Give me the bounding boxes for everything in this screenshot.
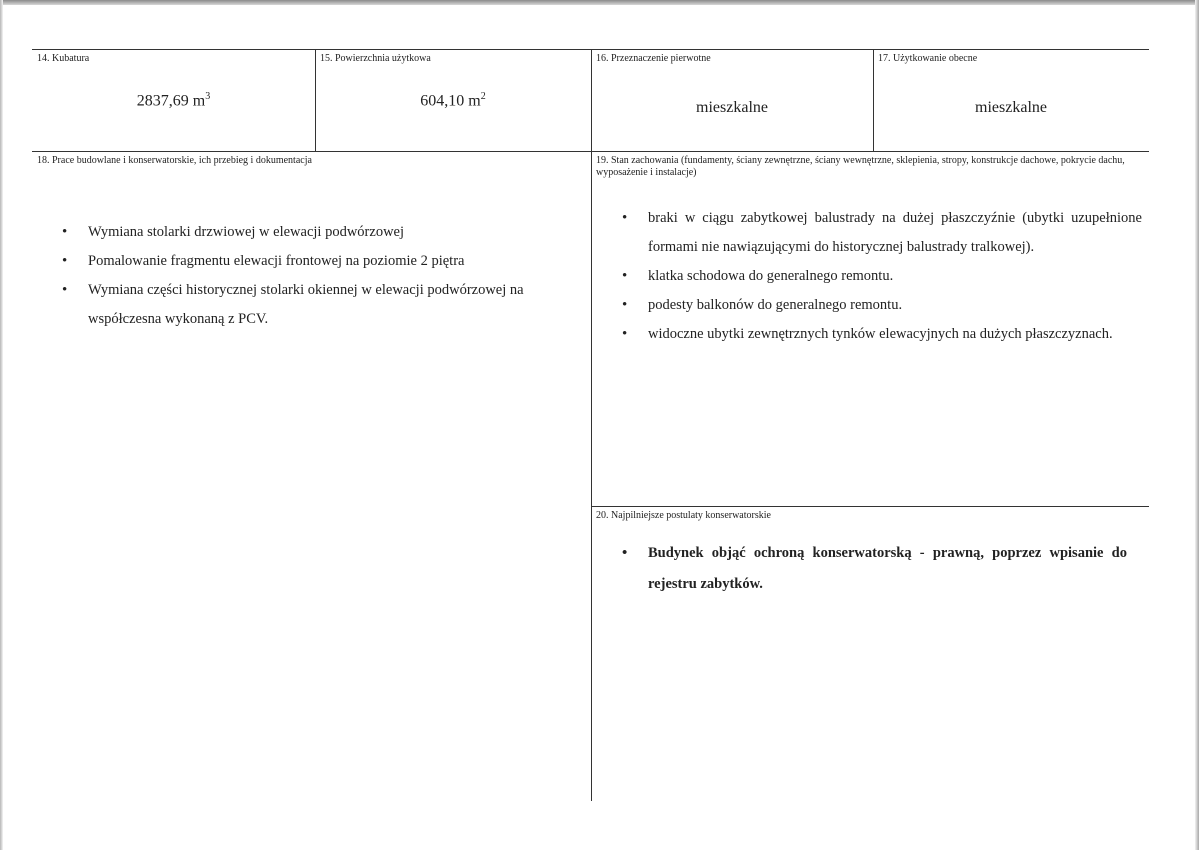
field-17-value: mieszkalne xyxy=(975,99,1047,116)
scan-edge-top xyxy=(0,0,1199,5)
field-15-unit-exponent: 2 xyxy=(480,91,486,102)
field-16-label: 16. Przeznaczenie pierwotne xyxy=(596,53,711,64)
field-18-item-3: • Wymiana części historycznej stolarki okiennej w elewacji podwórzowej na współczesna wykonaną z PCV. xyxy=(62,276,562,334)
field-19-label: 19. Stan zachowania (fundamenty, ściany zewnętrzne, ściany wewnętrzne, sklepienia, stropy, konstrukcje dachowe, pokrycie dachu, wyposażenie i instalacje) xyxy=(596,155,1125,178)
field-19-item-3: • podesty balkonów do generalnego remontu. xyxy=(622,291,1142,320)
field-14-value-text: 2837,69 m xyxy=(136,92,206,110)
field-19-item-2: • klatka schodowa do generalnego remontu. xyxy=(622,262,1142,291)
field-17-label: 17. Użytkowanie obecne xyxy=(878,53,978,64)
field-16-value: mieszkalne xyxy=(696,99,768,116)
field-18-item-2: • Pomalowanie fragmentu elewacji frontowej na poziomie 2 piętra xyxy=(62,247,562,276)
field-14-unit-exponent: 3 xyxy=(205,91,211,102)
scan-edge-right xyxy=(1195,0,1199,850)
field-15-value xyxy=(315,91,591,110)
field-18-label: 18. Prace budowlane i konserwatorskie, ich przebieg i dokumentacja xyxy=(37,155,312,166)
field-20-item-1: • Budynek objąć ochroną konserwatorską - prawną, poprzez wpisanie do rejestru zabytków. xyxy=(622,538,1127,600)
section20-top-border xyxy=(591,506,1149,507)
field-19-list xyxy=(622,204,1142,349)
field-15-label: 15. Powierzchnia użytkowa xyxy=(320,53,431,64)
field-15-value-text: 604,10 m xyxy=(420,92,481,110)
field-18-item-1: • Wymiana stolarki drzwiowej w elewacji podwórzowej xyxy=(62,218,562,247)
field-19-item-1: • braki w ciągu zabytkowej balustrady na dużej płaszczyźnie (ubytki uzupełnione formami nie nawiązującymi do historycznej balustrady tralkowej). xyxy=(622,204,1142,262)
field-19-item-4: • widoczne ubytki zewnętrznych tynków elewacyjnych na dużych płaszczyznach. xyxy=(622,320,1142,349)
scan-edge-left xyxy=(0,0,3,850)
field-18-list xyxy=(62,218,562,334)
field-14-value xyxy=(32,91,315,110)
field-14-label: 14. Kubatura xyxy=(37,53,90,64)
divider-center xyxy=(591,49,592,801)
field-20-label: 20. Najpilniejsze postulaty konserwatorskie xyxy=(596,510,771,521)
field-20-list xyxy=(622,538,1127,600)
